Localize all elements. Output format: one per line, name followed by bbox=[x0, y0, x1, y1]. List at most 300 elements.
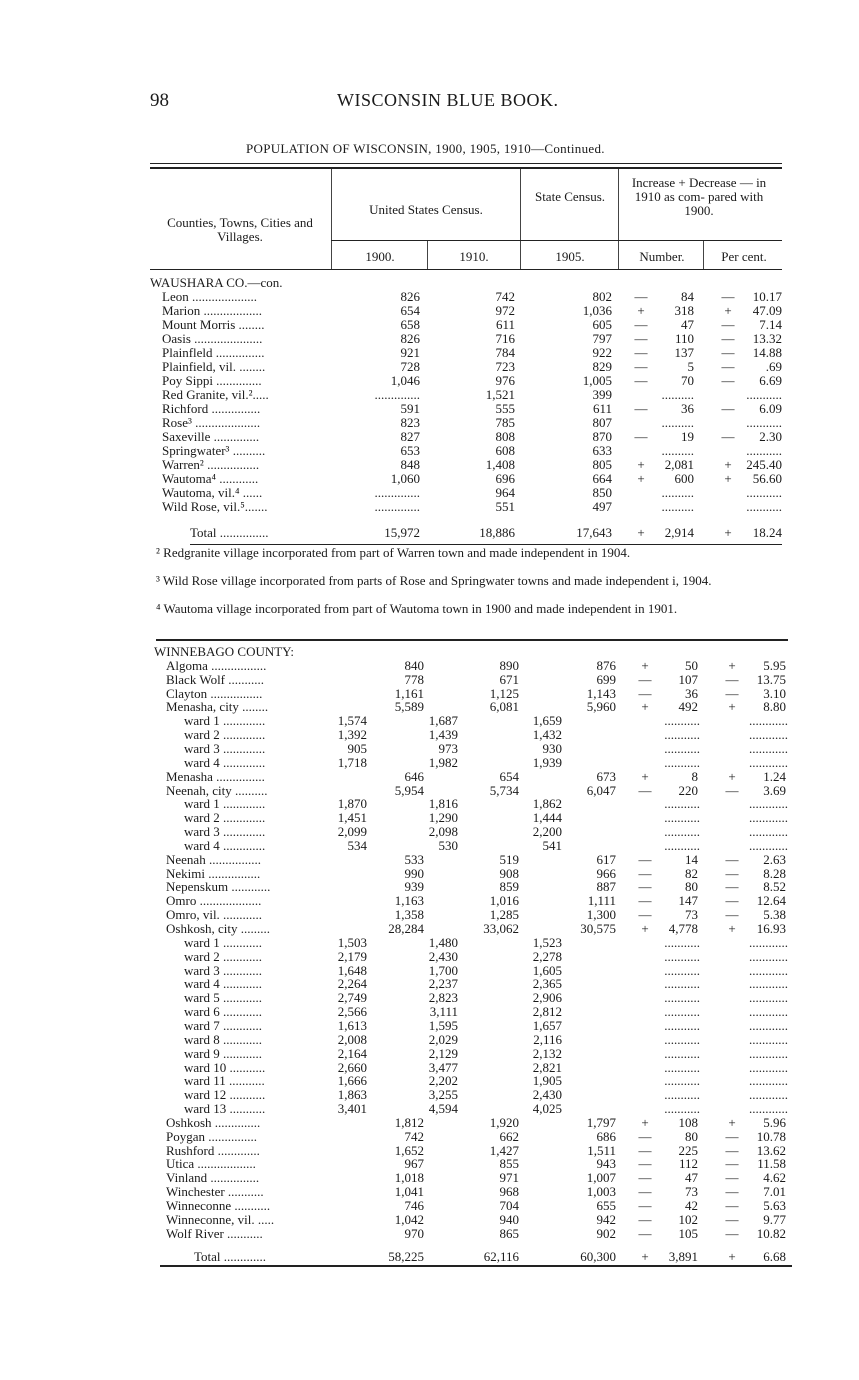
value-1910: 2,237 bbox=[428, 976, 458, 992]
value-1900: 2,660 bbox=[337, 1059, 367, 1075]
number-sign: — bbox=[638, 907, 652, 923]
number-sign: + bbox=[641, 657, 649, 673]
change-percent: ............ bbox=[749, 1087, 788, 1103]
row-name: Omro ................... bbox=[166, 893, 262, 909]
value-1900: 778 bbox=[404, 671, 424, 687]
change-number: 47 bbox=[681, 317, 694, 332]
row-name: Menasha, city ........ bbox=[166, 699, 269, 715]
value-1910: 784 bbox=[495, 345, 515, 360]
header-percent: Per cent. bbox=[721, 249, 767, 264]
percent-sign: + bbox=[728, 1114, 736, 1130]
table-row bbox=[154, 673, 794, 687]
row-name: ward 5 ............ bbox=[184, 990, 262, 1006]
change-number: 110 bbox=[674, 331, 694, 346]
number-sign: — bbox=[638, 879, 652, 895]
value-1910: 855 bbox=[499, 1156, 519, 1172]
change-number: ........... bbox=[664, 810, 700, 826]
table-row bbox=[150, 486, 790, 500]
change-percent: 13.62 bbox=[756, 1142, 786, 1158]
change-percent: 9.77 bbox=[763, 1211, 786, 1227]
change-number: 5 bbox=[687, 359, 694, 374]
book-title: WISCONSIN BLUE BOOK. bbox=[337, 90, 559, 110]
change-number: 36 bbox=[685, 685, 698, 701]
change-percent: ............ bbox=[749, 990, 788, 1006]
value-1905: 1,036 bbox=[582, 303, 612, 318]
change-percent: ............ bbox=[749, 1101, 788, 1117]
number-sign: + bbox=[637, 457, 645, 472]
value-1900: 1,870 bbox=[337, 796, 367, 812]
header-counties: Counties, Towns, Cities and Villages. bbox=[167, 215, 313, 244]
value-1900: 1,161 bbox=[394, 685, 424, 701]
value-1910: 671 bbox=[499, 671, 519, 687]
value-1905: 1,797 bbox=[586, 1114, 616, 1130]
change-number: ........... bbox=[664, 824, 700, 840]
winnebago-total-rule bbox=[160, 1265, 792, 1267]
change-percent: 5.38 bbox=[763, 907, 786, 923]
total-label: Total ............... bbox=[190, 525, 269, 540]
value-1910: 3,111 bbox=[429, 1004, 458, 1020]
value-1905: 2,278 bbox=[532, 948, 562, 964]
change-percent: 14.88 bbox=[752, 345, 782, 360]
value-1910: 4,594 bbox=[428, 1101, 458, 1117]
value-1905: 942 bbox=[596, 1211, 616, 1227]
value-1910: 1,480 bbox=[428, 934, 458, 950]
percent-sign: — bbox=[721, 345, 735, 360]
change-number: 84 bbox=[681, 289, 694, 304]
row-name: Neenah, city .......... bbox=[166, 782, 268, 798]
change-number: .......... bbox=[661, 443, 694, 458]
value-1905: 2,906 bbox=[532, 990, 562, 1006]
table-row bbox=[154, 659, 794, 673]
row-name: ward 2 ............. bbox=[184, 727, 266, 743]
value-1905: 5,960 bbox=[586, 699, 616, 715]
value-1900: 1,392 bbox=[337, 727, 367, 743]
value-1900: 827 bbox=[400, 429, 420, 444]
winnebago-rule bbox=[156, 639, 788, 641]
value-1905: 1,905 bbox=[532, 1073, 562, 1089]
change-number: 73 bbox=[685, 907, 698, 923]
table-row bbox=[154, 936, 794, 950]
change-number: ........... bbox=[664, 976, 700, 992]
footnote-3: ³ Wild Rose village incorporated from parts of Rose and Springwater towns and made independent i, 1904. bbox=[156, 573, 712, 588]
value-1905: 2,430 bbox=[532, 1087, 562, 1103]
change-number: 19 bbox=[681, 429, 694, 444]
total-1900: 15,972 bbox=[384, 525, 420, 540]
change-percent: 6.09 bbox=[759, 401, 782, 416]
value-1910: 1,920 bbox=[489, 1114, 519, 1130]
total-percent: 6.68 bbox=[763, 1249, 786, 1264]
row-name: ward 2 ............ bbox=[184, 948, 262, 964]
change-number: 112 bbox=[678, 1156, 698, 1172]
change-number: .......... bbox=[661, 415, 694, 430]
change-number: 8 bbox=[691, 768, 698, 784]
value-1905: 966 bbox=[596, 865, 616, 881]
header-vline-2 bbox=[520, 169, 521, 269]
change-number: 102 bbox=[678, 1211, 698, 1227]
change-percent: 13.75 bbox=[756, 671, 786, 687]
value-1900: 1,503 bbox=[337, 934, 367, 950]
change-percent: 56.60 bbox=[752, 471, 782, 486]
change-number: .......... bbox=[661, 499, 694, 514]
row-name: Clayton ................ bbox=[166, 685, 263, 701]
header-1900: 1900. bbox=[365, 249, 395, 264]
value-1905: 870 bbox=[592, 429, 612, 444]
percent-sign: — bbox=[721, 401, 735, 416]
value-1900: 848 bbox=[400, 457, 420, 472]
change-number: 80 bbox=[685, 1128, 698, 1144]
change-number: 600 bbox=[674, 471, 694, 486]
value-1900: 905 bbox=[347, 740, 367, 756]
value-1900: 826 bbox=[400, 331, 420, 346]
row-name: Rushford ............. bbox=[166, 1142, 260, 1158]
header-number: Number. bbox=[639, 249, 685, 264]
change-percent: ........... bbox=[746, 415, 782, 430]
row-name: Algoma ................. bbox=[166, 657, 267, 673]
percent-sign: — bbox=[725, 1170, 739, 1186]
value-1910: 2,430 bbox=[428, 948, 458, 964]
total-1905: 17,643 bbox=[576, 525, 612, 540]
table-row bbox=[150, 290, 790, 304]
value-1910: 940 bbox=[499, 1211, 519, 1227]
value-1905: 2,821 bbox=[532, 1059, 562, 1075]
row-name: Winneconne ........... bbox=[166, 1198, 271, 1213]
change-percent: 47.09 bbox=[752, 303, 782, 318]
header-state-census: State Census. bbox=[534, 189, 606, 204]
value-1910: 662 bbox=[499, 1128, 519, 1144]
row-name: Red Granite, vil.²..... bbox=[162, 387, 269, 402]
value-1905: 1,511 bbox=[587, 1142, 616, 1158]
row-name: Oshkosh, city ......... bbox=[166, 921, 270, 936]
value-1900: 1,163 bbox=[394, 893, 424, 909]
table-row bbox=[154, 825, 794, 839]
value-1900: 990 bbox=[404, 865, 424, 881]
row-name: Wautoma⁴ ............ bbox=[162, 471, 259, 486]
percent-sign: — bbox=[725, 851, 739, 867]
change-percent: 245.40 bbox=[746, 457, 782, 472]
value-1910: 704 bbox=[499, 1198, 519, 1213]
change-percent: 3.69 bbox=[763, 782, 786, 798]
change-percent: ............ bbox=[749, 1045, 788, 1061]
number-sign: + bbox=[641, 1114, 649, 1130]
percent-sign: + bbox=[724, 303, 732, 318]
value-1910: 890 bbox=[499, 657, 519, 673]
value-1900: 1,812 bbox=[394, 1114, 424, 1130]
total-number-sign: + bbox=[641, 1249, 649, 1264]
sec-w-title: WAUSHARA CO.—con. bbox=[150, 275, 283, 290]
number-sign: — bbox=[634, 289, 648, 304]
change-percent: ............ bbox=[749, 837, 788, 853]
row-name: ward 11 ........... bbox=[184, 1073, 265, 1089]
change-number: 47 bbox=[685, 1170, 698, 1186]
total-percent: 18.24 bbox=[752, 525, 782, 540]
row-name: ward 7 ............ bbox=[184, 1017, 262, 1033]
total-row bbox=[154, 1250, 794, 1264]
row-name: ward 13 ........... bbox=[184, 1101, 266, 1117]
table-row bbox=[154, 1047, 794, 1061]
percent-sign: — bbox=[725, 1156, 739, 1172]
row-name: ward 4 ............. bbox=[184, 754, 266, 770]
number-sign: — bbox=[638, 865, 652, 881]
value-1910: 716 bbox=[495, 331, 515, 346]
table-row bbox=[154, 1227, 794, 1241]
change-percent: 8.52 bbox=[763, 879, 786, 895]
value-1905: 686 bbox=[596, 1128, 616, 1144]
value-1910: 971 bbox=[499, 1170, 519, 1186]
total-percent-sign: + bbox=[724, 525, 732, 540]
percent-sign: — bbox=[725, 782, 739, 798]
change-percent: 5.95 bbox=[763, 657, 786, 673]
table-row bbox=[154, 1019, 794, 1033]
value-1905: 876 bbox=[596, 657, 616, 673]
percent-sign: + bbox=[728, 657, 736, 673]
value-1905: 797 bbox=[592, 331, 612, 346]
change-number: 318 bbox=[674, 303, 694, 318]
change-percent: 10.82 bbox=[756, 1225, 786, 1241]
row-name: ward 1 ............. bbox=[184, 796, 266, 812]
number-sign: — bbox=[638, 671, 652, 687]
change-number: 70 bbox=[681, 373, 694, 388]
number-sign: — bbox=[634, 401, 648, 416]
change-percent: 6.69 bbox=[759, 373, 782, 388]
value-1900: 967 bbox=[404, 1156, 424, 1172]
value-1910: 859 bbox=[499, 879, 519, 895]
number-sign: + bbox=[637, 303, 645, 318]
row-name: ward 10 ........... bbox=[184, 1059, 266, 1075]
value-1900: 1,718 bbox=[337, 754, 367, 770]
value-1910: 551 bbox=[495, 499, 515, 514]
change-percent: .69 bbox=[765, 359, 782, 374]
change-number: 105 bbox=[678, 1225, 698, 1241]
change-number: ........... bbox=[664, 1045, 700, 1061]
total-percent-sign: + bbox=[728, 1249, 736, 1264]
value-1900: 2,566 bbox=[337, 1004, 367, 1020]
change-percent: 10.17 bbox=[752, 289, 782, 304]
total-row bbox=[150, 526, 790, 540]
value-1900: 654 bbox=[400, 303, 420, 318]
value-1900: 5,954 bbox=[394, 782, 424, 798]
percent-sign: + bbox=[728, 921, 736, 936]
change-number: ........... bbox=[664, 962, 700, 978]
row-name: Oasis ..................... bbox=[162, 331, 263, 346]
change-number: ........... bbox=[664, 754, 700, 770]
table-row bbox=[150, 346, 790, 360]
table-row bbox=[150, 360, 790, 374]
value-1910: 1,816 bbox=[428, 796, 458, 812]
change-percent: 7.14 bbox=[759, 317, 782, 332]
value-1905: 829 bbox=[592, 359, 612, 374]
header-rule-bottom bbox=[150, 269, 782, 270]
number-sign: — bbox=[638, 1225, 652, 1241]
change-percent: ........... bbox=[746, 443, 782, 458]
change-number: .......... bbox=[661, 485, 694, 500]
value-1900: 1,018 bbox=[394, 1170, 424, 1186]
value-1905: 1,523 bbox=[532, 934, 562, 950]
value-1905: 1,939 bbox=[532, 754, 562, 770]
change-number: ........... bbox=[664, 934, 700, 950]
change-percent: ............ bbox=[749, 1017, 788, 1033]
change-percent: 8.80 bbox=[763, 699, 786, 715]
value-1905: 30,575 bbox=[580, 921, 616, 936]
value-1900: 1,358 bbox=[394, 907, 424, 923]
row-name: Richford ............... bbox=[162, 401, 261, 416]
change-percent: ............ bbox=[749, 934, 788, 950]
change-number: 80 bbox=[685, 879, 698, 895]
value-1900: 2,264 bbox=[337, 976, 367, 992]
percent-sign: + bbox=[728, 699, 736, 715]
percent-sign: + bbox=[728, 768, 736, 784]
value-1905: 1,657 bbox=[532, 1017, 562, 1033]
value-1900: 1,613 bbox=[337, 1017, 367, 1033]
value-1910: 1,427 bbox=[489, 1142, 519, 1158]
value-1900: 5,589 bbox=[394, 699, 424, 715]
value-1905: 1,862 bbox=[532, 796, 562, 812]
sec-k-title: WINNEBAGO COUNTY: bbox=[154, 644, 294, 659]
value-1910: 976 bbox=[495, 373, 515, 388]
value-1910: 1,290 bbox=[428, 810, 458, 826]
row-name: ward 1 ............ bbox=[184, 934, 262, 950]
change-number: ........... bbox=[664, 740, 700, 756]
change-percent: ........... bbox=[746, 485, 782, 500]
change-percent: ............ bbox=[749, 754, 788, 770]
change-percent: 10.78 bbox=[756, 1128, 786, 1144]
value-1900: 2,179 bbox=[337, 948, 367, 964]
value-1905: 1,007 bbox=[586, 1170, 616, 1186]
row-name: Neenah ................ bbox=[166, 851, 261, 867]
number-sign: — bbox=[634, 345, 648, 360]
value-1910: 696 bbox=[495, 471, 515, 486]
change-percent: 4.62 bbox=[763, 1170, 786, 1186]
change-percent: ............ bbox=[749, 713, 788, 729]
change-percent: 13.32 bbox=[752, 331, 782, 346]
table-row bbox=[154, 950, 794, 964]
value-1905: 1,300 bbox=[586, 907, 616, 923]
change-number: 82 bbox=[685, 865, 698, 881]
row-name: ward 8 ............ bbox=[184, 1031, 262, 1047]
table-row bbox=[150, 458, 790, 472]
value-1900: 1,574 bbox=[337, 713, 367, 729]
value-1900: 533 bbox=[404, 851, 424, 867]
row-name: Winneconne, vil. ..... bbox=[166, 1211, 275, 1227]
row-name: Oshkosh .............. bbox=[166, 1114, 261, 1130]
number-sign: — bbox=[638, 685, 652, 701]
change-number: 147 bbox=[678, 893, 698, 909]
change-number: ........... bbox=[664, 1059, 700, 1075]
row-name: Marion .................. bbox=[162, 303, 263, 318]
value-1900: 1,046 bbox=[390, 373, 420, 388]
row-name: Black Wolf ........... bbox=[166, 671, 265, 687]
change-number: ........... bbox=[664, 1073, 700, 1089]
value-1900: 1,060 bbox=[390, 471, 420, 486]
row-name: Poygan ............... bbox=[166, 1128, 257, 1144]
percent-sign: — bbox=[725, 1211, 739, 1227]
number-sign: + bbox=[641, 768, 649, 784]
value-1910: 611 bbox=[495, 317, 515, 332]
header-1910: 1910. bbox=[459, 249, 489, 264]
change-percent: 11.58 bbox=[757, 1156, 786, 1172]
change-percent: 5.63 bbox=[763, 1198, 786, 1213]
change-number: 50 bbox=[685, 657, 698, 673]
value-1910: 973 bbox=[438, 740, 458, 756]
value-1900: 646 bbox=[404, 768, 424, 784]
table-row bbox=[154, 1102, 794, 1116]
change-percent: ............ bbox=[749, 810, 788, 826]
value-1905: 1,005 bbox=[582, 373, 612, 388]
table-row bbox=[150, 304, 790, 318]
header-us-census: United States Census. bbox=[369, 202, 483, 217]
header-1905: 1905. bbox=[555, 249, 585, 264]
value-1900: 1,863 bbox=[337, 1087, 367, 1103]
number-sign: — bbox=[638, 1184, 652, 1200]
row-name: Plainfield, vil. ........ bbox=[162, 359, 266, 374]
change-percent: ............ bbox=[749, 962, 788, 978]
value-1905: 930 bbox=[542, 740, 562, 756]
value-1905: 617 bbox=[596, 851, 616, 867]
row-name: ward 4 ............ bbox=[184, 976, 262, 992]
value-1910: 608 bbox=[495, 443, 515, 458]
row-name: Nekimi ................ bbox=[166, 865, 261, 881]
number-sign: + bbox=[641, 921, 649, 936]
table-row bbox=[150, 472, 790, 486]
change-percent: ........... bbox=[746, 499, 782, 514]
number-sign: — bbox=[638, 1198, 652, 1213]
value-1910: 964 bbox=[495, 485, 515, 500]
total-label: Total ............. bbox=[194, 1249, 267, 1264]
value-1905: 805 bbox=[592, 457, 612, 472]
row-name: Saxeville .............. bbox=[162, 429, 260, 444]
table-row bbox=[154, 853, 794, 867]
value-1910: 6,081 bbox=[489, 699, 519, 715]
value-1910: 2,129 bbox=[428, 1045, 458, 1061]
table-row bbox=[150, 430, 790, 444]
table-row bbox=[150, 402, 790, 416]
change-percent: 7.01 bbox=[763, 1184, 786, 1200]
value-1910: 3,255 bbox=[428, 1087, 458, 1103]
value-1905: 943 bbox=[596, 1156, 616, 1172]
number-sign: — bbox=[638, 1156, 652, 1172]
number-sign: — bbox=[638, 1211, 652, 1227]
value-1900: .............. bbox=[374, 485, 420, 500]
value-1900: 653 bbox=[400, 443, 420, 458]
value-1900: 921 bbox=[400, 345, 420, 360]
change-number: 220 bbox=[678, 782, 698, 798]
header-rule-mid bbox=[331, 240, 782, 241]
value-1905: 611 bbox=[592, 401, 612, 416]
change-number: ........... bbox=[664, 1101, 700, 1117]
row-name: Springwater³ .......... bbox=[162, 443, 266, 458]
change-percent: 3.10 bbox=[763, 685, 786, 701]
percent-sign: — bbox=[725, 907, 739, 923]
value-1910: 519 bbox=[499, 851, 519, 867]
row-name: ward 3 ............. bbox=[184, 824, 266, 840]
row-name: ward 3 ............ bbox=[184, 962, 262, 978]
row-name: Menasha ............... bbox=[166, 768, 265, 784]
table-row bbox=[154, 1033, 794, 1047]
value-1900: 970 bbox=[404, 1225, 424, 1241]
value-1910: 2,029 bbox=[428, 1031, 458, 1047]
value-1905: 1,143 bbox=[586, 685, 616, 701]
change-number: ........... bbox=[664, 1087, 700, 1103]
value-1905: 399 bbox=[592, 387, 612, 402]
total-number: 3,891 bbox=[668, 1249, 698, 1264]
table-row bbox=[154, 742, 794, 756]
value-1905: 2,812 bbox=[532, 1004, 562, 1020]
percent-sign: — bbox=[725, 1128, 739, 1144]
change-percent: ............ bbox=[749, 976, 788, 992]
number-sign: — bbox=[634, 317, 648, 332]
table-row bbox=[154, 1116, 794, 1130]
value-1910: 785 bbox=[495, 415, 515, 430]
footnote-4: ⁴ Wautoma village incorporated from part of Wautoma town in 1900 and made independent in 1901. bbox=[156, 601, 678, 616]
